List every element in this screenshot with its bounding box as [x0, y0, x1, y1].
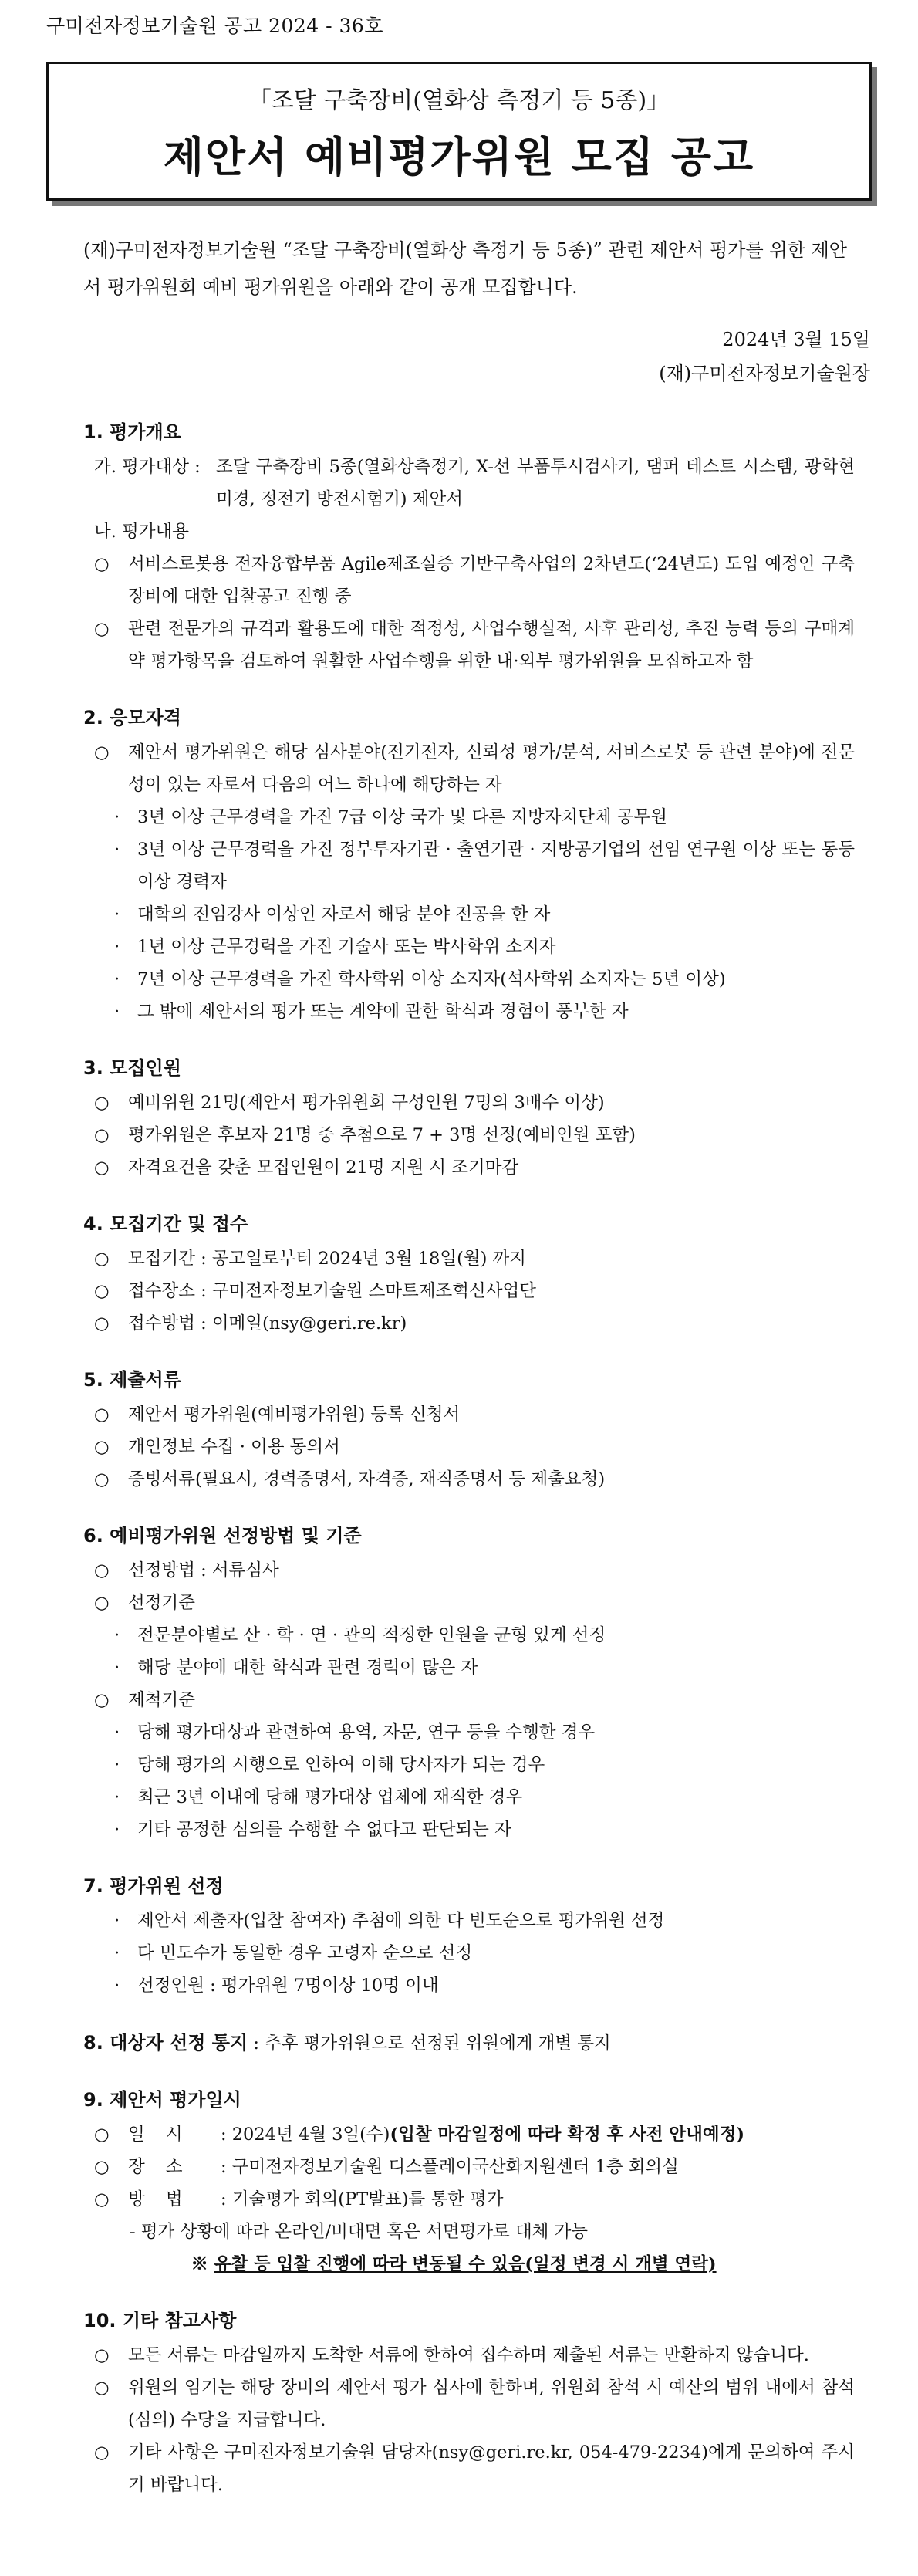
- dot-bullet-icon: ·: [114, 1976, 120, 1996]
- schedule-label: 일 시: [128, 2125, 191, 2145]
- list-item-text: 서비스로봇용 전자융합부품 Agile제조실증 기반구축사업의 2차년도(‘24년도) 도입 예정인 구축 장비에 대한 입찰공고 진행 중: [128, 554, 855, 607]
- list-item-text: 제척기준: [128, 1690, 195, 1710]
- dot-bullet-icon: ·: [114, 1658, 120, 1678]
- list-item: [114, 1781, 855, 1814]
- circle-bullet-icon: ○: [94, 2125, 110, 2145]
- title-box: [46, 62, 872, 201]
- dot-bullet-icon: ·: [114, 1755, 120, 1775]
- eval-target: [94, 451, 855, 516]
- list-item: [114, 1937, 855, 1969]
- schedule-row: [94, 2118, 855, 2151]
- notice-subtitle: 「조달 구축장비(열화상 측정기 등 5종)」: [248, 87, 670, 114]
- list-item: [94, 1242, 855, 1275]
- list-item: [94, 1463, 855, 1496]
- list-item: [94, 1087, 855, 1119]
- eval-content-heading: 나. 평가내용: [94, 522, 189, 542]
- circle-bullet-icon: ○: [94, 1125, 110, 1145]
- list-item: [114, 1814, 855, 1846]
- dot-bullet-icon: ·: [114, 1722, 120, 1743]
- circle-bullet-icon: ○: [94, 742, 110, 762]
- list-item-text: 최근 3년 이내에 당해 평가대상 업체에 재직한 경우: [137, 1787, 523, 1807]
- list-item: [114, 833, 855, 898]
- email-link[interactable]: 접수방법 : 이메일(nsy@geri.re.kr): [128, 1313, 407, 1334]
- schedule-label: 장 소: [128, 2157, 191, 2177]
- circle-bullet-icon: ○: [94, 2442, 110, 2463]
- list-item-text: 3년 이상 근무경력을 가진 정부투자기관 · 출연기관 · 지방공기업의 선임 연구원 이상 또는 동등 이상 경력자: [137, 840, 855, 892]
- eval-target-text: 조달 구축장비 5종(열화상측정기, X-선 부품투시검사기, 댐퍼 테스트 시스템, 광학현미경, 정전기 방전시험기) 제안서: [216, 457, 855, 509]
- section-heading: 8. 대상자 선정 통지: [83, 2032, 248, 2054]
- intro-paragraph: (재)구미전자정보기술원 “조달 구축장비(열화상 측정기 등 5종)” 관련 제안서 평가를 위한 제안서 평가위원회 예비 평가위원을 아래와 같이 공개 모집합니다.: [83, 239, 847, 298]
- section-heading: 2. 응모자격: [83, 707, 181, 729]
- section-heading: 3. 모집인원: [83, 1057, 181, 1079]
- section-eligibility: [83, 702, 855, 1028]
- list-item-text: 모집기간 : 공고일로부터 2024년 3월 18일(월) 까지: [128, 1249, 527, 1269]
- list-item: [94, 2371, 855, 2436]
- section-other-notes: [83, 2305, 855, 2501]
- dot-bullet-icon: ·: [114, 937, 120, 957]
- schedule-value: : 기술평가 회의(PT발표)를 통한 평가: [221, 2189, 504, 2209]
- list-item: [94, 2339, 855, 2371]
- circle-bullet-icon: ○: [94, 1560, 110, 1580]
- notification-text: : 추후 평가위원으로 선정된 위원에게 개별 통지: [253, 2033, 611, 2054]
- reference-mark-icon: ※: [191, 2254, 208, 2274]
- circle-bullet-icon: ○: [94, 1093, 110, 1113]
- list-item-text: 모든 서류는 마감일까지 도착한 서류에 한하여 접수하며 제출된 서류는 반환하지 않습니다.: [128, 2345, 809, 2365]
- dot-bullet-icon: ·: [114, 1911, 120, 1931]
- section-evaluator-selection: [83, 1871, 855, 2002]
- list-item-text: 기타 사항은 구미전자정보기술원 담당자(nsy@geri.re.kr, 054-479-2234)에게 문의하여 주시기 바랍니다.: [128, 2442, 855, 2495]
- list-item: [94, 736, 855, 801]
- schedule-row: [94, 2151, 855, 2183]
- list-item-text: 그 밖에 제안서의 평가 또는 계약에 관한 학식과 경험이 풍부한 자: [137, 1002, 629, 1022]
- schedule-warning-note: [52, 2248, 855, 2280]
- list-item: [94, 613, 855, 678]
- list-item-text: 선정인원 : 평가위원 7명이상 10명 이내: [137, 1976, 439, 1996]
- schedule-sub-note: - 평가 상황에 따라 온라인/비대면 혹은 서면평가로 대체 가능: [130, 2222, 589, 2242]
- list-item: [94, 1431, 855, 1463]
- circle-bullet-icon: ○: [94, 1469, 110, 1489]
- dot-bullet-icon: ·: [114, 904, 120, 925]
- list-item: [114, 1969, 855, 2002]
- list-item-text: 당해 평가대상과 관련하여 용역, 자문, 연구 등을 수행한 경우: [137, 1722, 596, 1743]
- circle-bullet-icon: ○: [94, 2189, 110, 2209]
- list-item-text: 예비위원 21명(제안서 평가위원회 구성인원 7명의 3배수 이상): [128, 1093, 605, 1113]
- schedule-value-note: (입찰 마감일정에 따라 확정 후 사전 안내예정): [390, 2125, 744, 2145]
- list-item: [114, 1651, 855, 1684]
- list-item-text: 개인정보 수집 · 이용 동의서: [128, 1437, 340, 1457]
- list-item-text: 대학의 전임강사 이상인 자로서 해당 분야 전공을 한 자: [137, 904, 551, 925]
- list-item-text: 당해 평가의 시행으로 인하여 이해 당사자가 되는 경우: [137, 1755, 545, 1775]
- schedule-row: [94, 2183, 855, 2216]
- list-item: [94, 1587, 855, 1619]
- eval-target-label: 가. 평가대상 :: [94, 457, 201, 477]
- dot-bullet-icon: ·: [114, 969, 120, 989]
- dot-bullet-icon: ·: [114, 807, 120, 827]
- circle-bullet-icon: ○: [94, 1593, 110, 1613]
- circle-bullet-icon: ○: [94, 619, 110, 639]
- schedule-value: : 2024년 4월 3일(수): [221, 2125, 390, 2145]
- circle-bullet-icon: ○: [94, 1158, 110, 1178]
- section-heading: 7. 평가위원 선정: [83, 1875, 224, 1897]
- section-overview: [83, 417, 855, 678]
- section-heading: 9. 제안서 평가일시: [83, 2089, 241, 2111]
- list-item-text: 제안서 평가위원은 해당 심사분야(전기전자, 신뢰성 평가/분석, 서비스로봇 등 관련 분야)에 전문성이 있는 자로서 다음의 어느 하나에 해당하는 자: [128, 742, 855, 795]
- section-notification: [83, 2027, 855, 2060]
- section-heading: 6. 예비평가위원 선정방법 및 기준: [83, 1525, 362, 1547]
- dot-bullet-icon: ·: [114, 1625, 120, 1645]
- section-selection-criteria: [83, 1520, 855, 1846]
- list-item: [94, 1398, 855, 1431]
- list-item-text: 선정기준: [128, 1593, 195, 1613]
- circle-bullet-icon: ○: [94, 2345, 110, 2365]
- notice-date: 2024년 3월 15일: [722, 329, 870, 350]
- list-item: [94, 1307, 855, 1340]
- circle-bullet-icon: ○: [94, 2157, 110, 2177]
- list-item: [114, 1716, 855, 1749]
- list-item-text: 선정방법 : 서류심사: [128, 1560, 279, 1580]
- section-recruitment-count: [83, 1053, 855, 1184]
- list-item-text: 3년 이상 근무경력을 가진 7급 이상 국가 및 다른 지방자치단체 공무원: [137, 807, 667, 827]
- list-item: [114, 1619, 855, 1651]
- dot-bullet-icon: ·: [114, 1787, 120, 1807]
- section-heading: 10. 기타 참고사항: [83, 2310, 237, 2331]
- list-item: [114, 801, 855, 833]
- list-item-text: 관련 전문가의 규격과 활용도에 대한 적정성, 사업수행실적, 사후 관리성, 추진 능력 등의 구매계약 평가항목을 검토하여 원활한 사업수행을 위한 내·외부 평가위원을 모집하고자 함: [128, 619, 855, 671]
- section-documents: [83, 1364, 855, 1496]
- notice-organization: (재)구미전자정보기술원장: [659, 363, 870, 384]
- list-item: [94, 548, 855, 613]
- circle-bullet-icon: ○: [94, 1437, 110, 1457]
- list-item: [114, 996, 855, 1028]
- list-item: [114, 1905, 855, 1937]
- list-item-text: 증빙서류(필요시, 경력증명서, 자격증, 재직증명서 등 제출요청): [128, 1469, 606, 1489]
- list-item: [94, 1275, 855, 1307]
- dot-bullet-icon: ·: [114, 840, 120, 860]
- list-item-text: 평가위원은 후보자 21명 중 추첨으로 7 + 3명 선정(예비인원 포함): [128, 1125, 636, 1145]
- dot-bullet-icon: ·: [114, 1820, 120, 1840]
- list-item-text: 접수장소 : 구미전자정보기술원 스마트제조혁신사업단: [128, 1281, 536, 1301]
- list-item-text: 해당 분야에 대한 학식과 관련 경력이 많은 자: [137, 1658, 478, 1678]
- list-item-text: 1년 이상 근무경력을 가진 기술사 또는 박사학위 소지자: [137, 937, 556, 957]
- section-heading: 4. 모집기간 및 접수: [83, 1213, 248, 1235]
- circle-bullet-icon: ○: [94, 554, 110, 574]
- list-item: [94, 1151, 855, 1184]
- list-item: [114, 931, 855, 963]
- list-item-text: 다 빈도수가 동일한 경우 고령자 순으로 선정: [137, 1943, 473, 1963]
- circle-bullet-icon: ○: [94, 1690, 110, 1710]
- notice-number: 구미전자정보기술원 공고 2024 - 36호: [46, 15, 383, 37]
- circle-bullet-icon: ○: [94, 1405, 110, 1425]
- list-item-text: 기타 공정한 심의를 수행할 수 없다고 판단되는 자: [137, 1820, 511, 1840]
- notice-title: 제안서 예비평가위원 모집 공고: [163, 133, 755, 181]
- notice-content: [83, 417, 855, 2526]
- notification-line: [83, 2027, 855, 2060]
- schedule-value: : 구미전자정보기술원 디스플레이국산화지원센터 1층 회의실: [221, 2157, 679, 2177]
- list-item-text: 제안서 제출자(입찰 참여자) 추첨에 의한 다 빈도순으로 평가위원 선정: [137, 1911, 665, 1931]
- circle-bullet-icon: ○: [94, 1249, 110, 1269]
- section-heading: 1. 평가개요: [83, 421, 181, 443]
- circle-bullet-icon: ○: [94, 1313, 110, 1334]
- section-period-submission: [83, 1209, 855, 1340]
- dot-bullet-icon: ·: [114, 1002, 120, 1022]
- list-item-text: 전문분야별로 산 · 학 · 연 · 관의 적정한 인원을 균형 있게 선정: [137, 1625, 606, 1645]
- list-item-text: 자격요건을 갖춘 모집인원이 21명 지원 시 조기마감: [128, 1158, 519, 1178]
- list-item: [94, 2436, 855, 2501]
- list-item-text: 7년 이상 근무경력을 가진 학사학위 이상 소지자(석사학위 소지자는 5년 이상): [137, 969, 726, 989]
- dot-bullet-icon: ·: [114, 1943, 120, 1963]
- schedule-label: 방 법: [128, 2189, 191, 2209]
- list-item: [114, 898, 855, 931]
- warning-text: 유찰 등 입찰 진행에 따라 변동될 수 있음(일정 변경 시 개별 연락): [214, 2254, 717, 2274]
- section-heading: 5. 제출서류: [83, 1369, 181, 1391]
- circle-bullet-icon: ○: [94, 1281, 110, 1301]
- section-evaluation-schedule: [83, 2084, 855, 2280]
- circle-bullet-icon: ○: [94, 2378, 110, 2398]
- list-item: [94, 1684, 855, 1716]
- list-item: [114, 963, 855, 996]
- list-item: [114, 1749, 855, 1781]
- list-item: [94, 1554, 855, 1587]
- list-item-text: 위원의 임기는 해당 장비의 제안서 평가 심사에 한하며, 위원회 참석 시 예산의 범위 내에서 참석(심의) 수당을 지급합니다.: [128, 2378, 855, 2430]
- list-item-text: 제안서 평가위원(예비평가위원) 등록 신청서: [128, 1405, 461, 1425]
- list-item: [94, 1119, 855, 1151]
